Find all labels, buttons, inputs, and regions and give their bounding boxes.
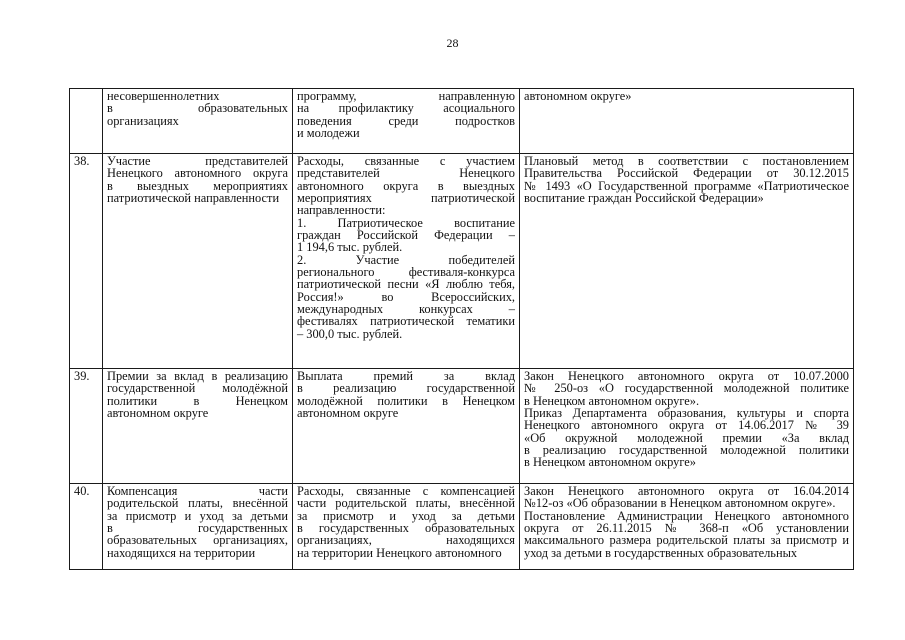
table-row	[70, 89, 854, 154]
cell-text-line: мероприятиях патриотической	[297, 191, 515, 206]
table-row	[70, 154, 854, 369]
cell-text-line: представителей Ненецкого	[297, 166, 515, 181]
cell-text-line: части родительской платы, внесённой	[297, 496, 515, 511]
cell-text-line: находящихся на территории	[107, 545, 256, 560]
cell-text-line: государственной молодёжной	[107, 381, 288, 396]
cell-text-line: Плановый метод в соответствии с постановлением	[524, 154, 849, 168]
cell-text-line: №12-оз «Об образовании в Ненецком автономном округе».	[524, 496, 836, 511]
cell-text-line: в образовательных	[107, 101, 288, 116]
cell-text-line: Приказ Департамента образования, культуры и спорта	[524, 406, 849, 421]
cell-text-line: родительской платы, внесённой	[107, 496, 288, 511]
cell-text-line: Ненецкого автономного округа	[107, 166, 288, 181]
cell-text-line: несовершеннолетних	[107, 89, 220, 103]
cell-text-line: на территории Ненецкого автономного	[297, 545, 502, 560]
item-name-cell	[103, 89, 293, 154]
cell-text-line: Выплата премий за вклад	[297, 369, 515, 383]
document-table	[69, 88, 854, 570]
cell-text-line: фестивалях патриотической тематики	[297, 314, 515, 329]
expense-description-cell	[293, 369, 520, 484]
cell-text-line: автономного округа в выездных	[297, 178, 515, 193]
cell-text-line: автономном округе	[297, 406, 399, 421]
cell-text-line: максимального размера родительской платы за присмотр и	[524, 533, 849, 548]
cell-text-line: Премии за вклад в реализацию	[107, 369, 288, 383]
cell-text-line: уход за детьми в государственных образовательных	[524, 545, 798, 560]
cell-text-line: организациях, находящихся	[297, 533, 515, 548]
cell-text-line: Закон Ненецкого автономного округа от 10.07.2000	[524, 369, 849, 383]
cell-text-line: Компенсация части	[107, 484, 288, 498]
cell-text-line: Ненецкого автономного округа от 14.06.2017 № 39	[524, 418, 849, 433]
item-name-cell	[103, 484, 293, 570]
cell-text-line: в государственных	[107, 521, 288, 536]
cell-text-line: в Ненецком автономном округе».	[524, 393, 700, 408]
expense-description-cell	[293, 484, 520, 570]
cell-text-line: № 250-оз «О государственной молодежной политике	[524, 381, 849, 396]
cell-text-line: 1. Патриотическое воспитание	[297, 215, 515, 230]
legal-basis-cell	[520, 154, 854, 369]
cell-text-line: Постановление Администрации Ненецкого автономного	[524, 508, 849, 523]
cell-text-line: и молодежи	[297, 126, 360, 141]
cell-text-line: в Ненецком автономном округе»	[524, 455, 696, 470]
cell-text-line: округа от 26.11.2015 № 368-п «Об установлении	[524, 521, 849, 536]
table-body	[70, 89, 854, 570]
cell-text-line: граждан Российской Федерации –	[297, 228, 515, 243]
row-number-cell: 39.	[70, 369, 103, 484]
cell-text-line: – 300,0 тыс. рублей.	[297, 326, 403, 341]
cell-text-line: 2. Участие победителей	[297, 252, 515, 267]
cell-text-line: Россия!» во Всероссийских,	[297, 289, 515, 304]
cell-text-line: молодёжной политики в Ненецком	[297, 393, 515, 408]
cell-text-line: политики в Ненецком	[107, 393, 288, 408]
cell-text-line: за присмотр и уход за детьми	[297, 508, 515, 523]
cell-text-line: на профилактику асоциального	[297, 101, 515, 116]
cell-text-line: Участие представителей	[107, 154, 288, 168]
cell-text-line: Расходы, связанные с компенсацией	[297, 484, 515, 498]
cell-text-line: поведения среди подростков	[297, 113, 515, 128]
cell-text-line: в выездных мероприятиях	[107, 178, 288, 193]
table-row	[70, 369, 854, 484]
row-number-cell	[70, 89, 103, 154]
cell-text-line: в реализацию государственной	[297, 381, 515, 396]
cell-text-line: в реализацию государственной молодежной политики	[524, 443, 849, 458]
legal-basis-cell	[520, 89, 854, 154]
cell-text-line: программу, направленную	[297, 89, 515, 103]
row-number-cell: 38.	[70, 154, 103, 369]
legal-basis-cell	[520, 484, 854, 570]
cell-text-line: образовательных организациях,	[107, 533, 288, 548]
expense-description-cell	[293, 154, 520, 369]
cell-text-line: регионального фестиваля-конкурса	[297, 265, 515, 280]
cell-text-line: за присмотр и уход за детьми	[107, 508, 288, 523]
row-number-cell: 40.	[70, 484, 103, 570]
item-name-cell	[103, 154, 293, 369]
cell-text-line: патриотической направленности	[107, 191, 280, 206]
cell-text-line: автономном округе»	[524, 89, 632, 103]
cell-text-line: в государственных образовательных	[297, 521, 515, 536]
cell-text-line: Закон Ненецкого автономного округа от 16.04.2014	[524, 484, 849, 498]
legal-basis-cell	[520, 369, 854, 484]
cell-text-line: патриотической песни «Я люблю тебя,	[297, 277, 515, 292]
item-name-cell	[103, 369, 293, 484]
cell-text-line: направленности:	[297, 203, 386, 218]
cell-text-line: автономном округе	[107, 406, 209, 421]
table-row	[70, 484, 854, 570]
expense-description-cell	[293, 89, 520, 154]
cell-text-line: Правительства Российской Федерации от 30.12.2015	[524, 166, 849, 181]
cell-text-line: Расходы, связанные с участием	[297, 154, 515, 168]
cell-text-line: воспитание граждан Российской Федерации»	[524, 191, 764, 206]
cell-text-line: организациях	[107, 113, 179, 128]
page-number: 28	[446, 36, 459, 50]
cell-text-line: «Об окружной молодежной премии «За вклад	[524, 430, 849, 445]
cell-text-line: международных конкурсах –	[297, 302, 515, 317]
cell-text-line: 1 194,6 тыс. рублей.	[297, 240, 403, 255]
cell-text-line: № 1493 «О Государственной программе «Патриотическое	[524, 178, 849, 193]
